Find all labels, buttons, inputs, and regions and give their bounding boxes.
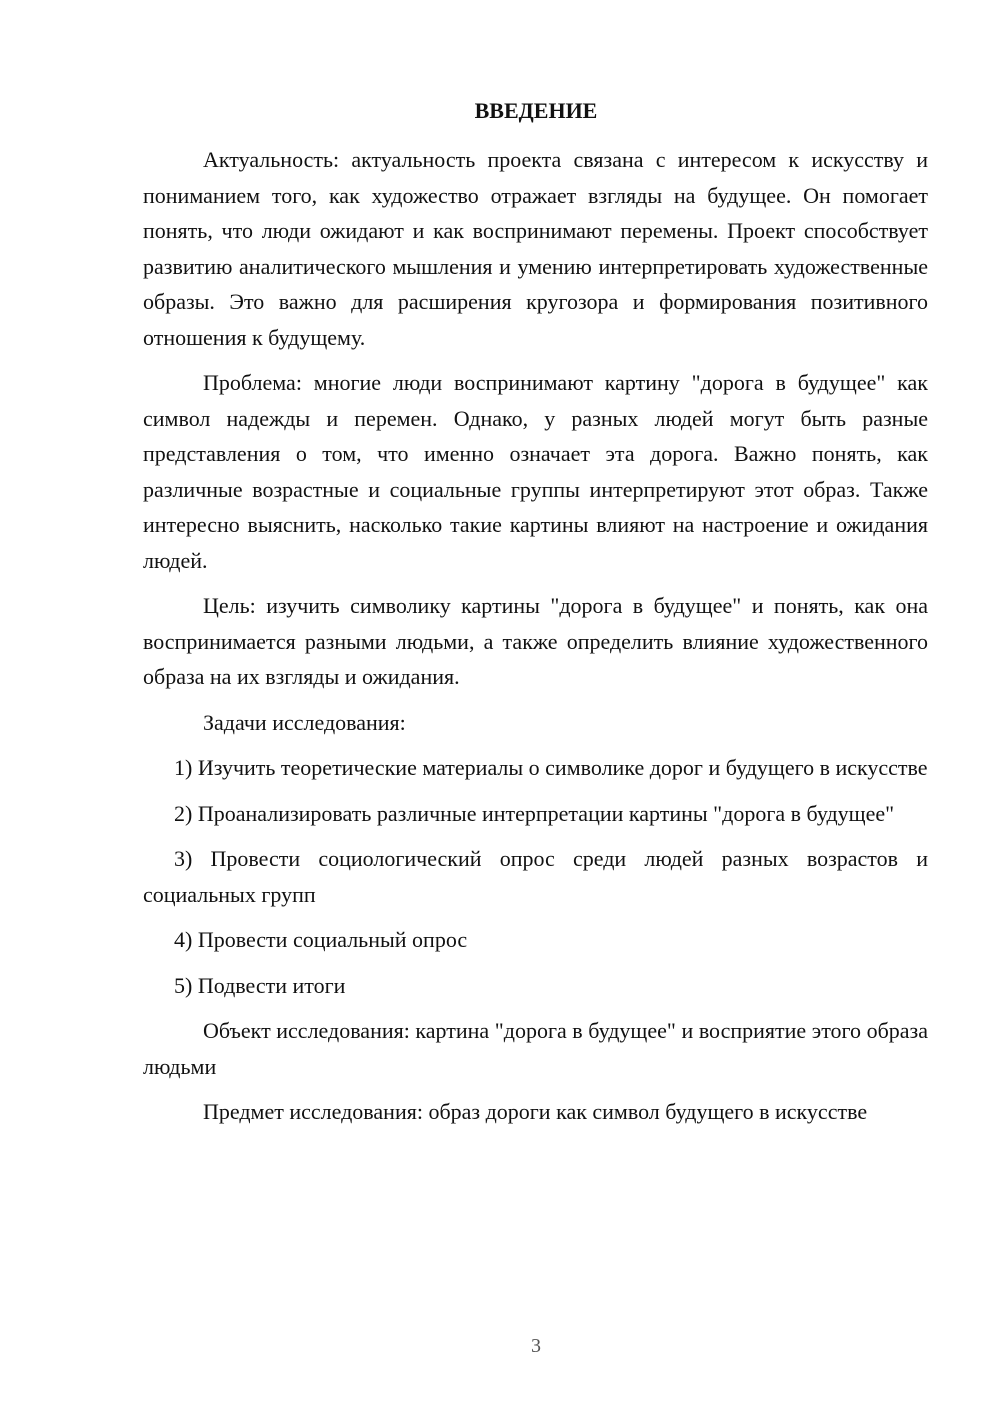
relevance-paragraph: Актуальность: актуальность проекта связана с интересом к искусству и пониманием того, как художество отражает взгляды на будущее. Он помогает понять, что люди ожидают и как воспринимают перемены. Проект способствует развитию аналитического мышления и умению интерпретировать художественные образы. Это важно для расширения кругозора и формирования позитивного отношения к будущему. [143,147,928,350]
page-number: 3 [531,1335,541,1357]
subject-paragraph: Предмет исследования: образ дороги как символ будущего в искусстве [203,1099,868,1124]
task-item-3: 3) Провести социологический опрос среди людей разных возрастов и социальных групп [143,846,928,907]
task-item-5: 5) Подвести итоги [174,972,346,998]
document-body [143,142,928,1140]
problem-paragraph: Проблема: многие люди воспринимают картину "дорога в будущее" как символ надежды и перемен. Однако, у разных людей могут быть разные представления о том, что именно означает эта дорога. Важно понять, как различные возрастные и социальные группы интерпретируют этот образ. Также интересно выяснить, насколько такие картины влияют на настроение и ожидания людей. [143,370,928,573]
goal-paragraph: Цель: изучить символику картины "дорога в будущее" и понять, как она воспринимается разными людьми, а также определить влияние художественного образа на их взгляды и ожидания. [143,593,928,689]
page-heading: ВВЕДЕНИЕ [474,98,598,123]
tasks-title: Задачи исследования: [203,709,406,735]
task-item-2: 2) Проанализировать различные интерпретации картины "дорога в будущее" [174,800,895,826]
object-paragraph: Объект исследования: картина "дорога в будущее" и восприятие этого образа людьми [143,1018,928,1079]
task-item-1: 1) Изучить теоретические материалы о символике дорог и будущего в искусстве [174,755,928,780]
task-item-4: 4) Провести социальный опрос [174,927,468,952]
